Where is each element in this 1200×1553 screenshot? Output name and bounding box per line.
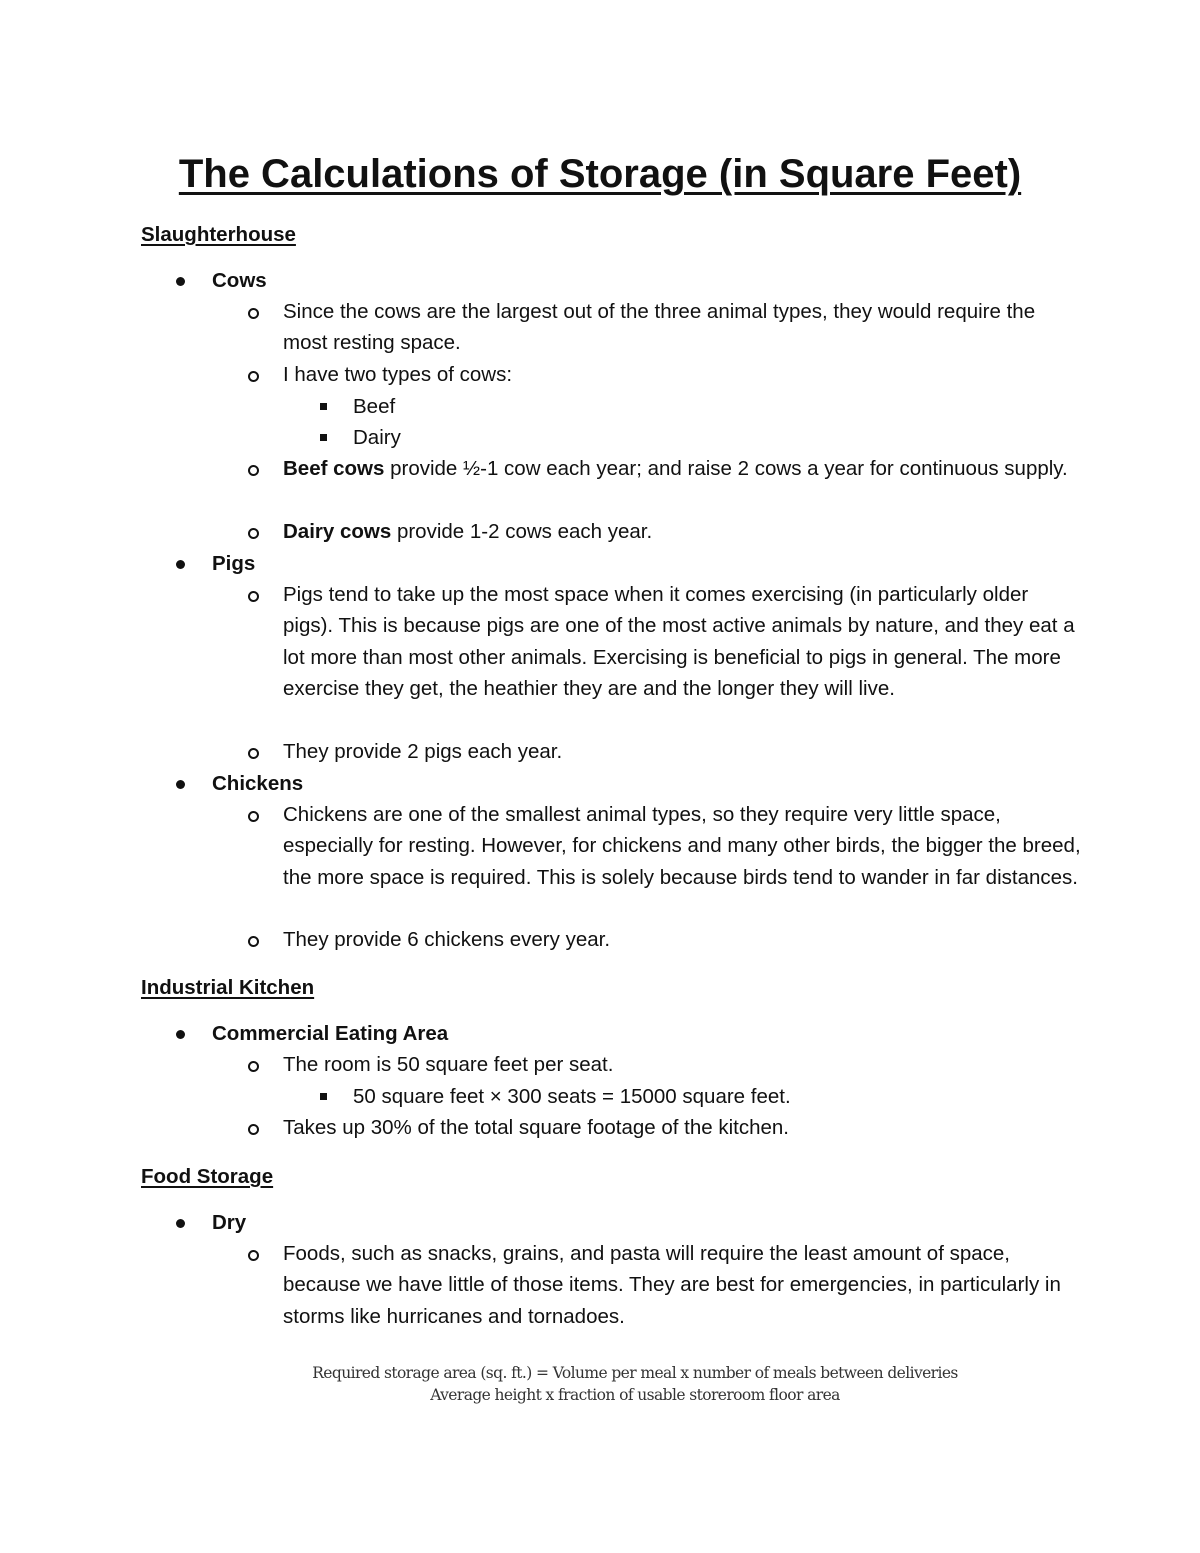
bullet-square-icon (320, 403, 327, 410)
section-heading-food-storage: Food Storage (141, 1165, 274, 1188)
list-item-dry: Dry (212, 1211, 247, 1234)
cows-types-text: I have two types of cows: (283, 363, 513, 386)
list-item-chickens: Chickens (212, 772, 304, 795)
bullet-circle-icon (248, 1061, 259, 1072)
beef-cows-text (283, 453, 1083, 484)
chickens-provide-text: They provide 6 chickens every year. (283, 928, 611, 951)
dairy-cows-text (283, 516, 1083, 547)
bullet-circle-icon (248, 308, 259, 319)
list-item-cows: Cows (212, 269, 267, 292)
pigs-provide-text: They provide 2 pigs each year. (283, 740, 563, 763)
bullet-square-icon (320, 1093, 327, 1100)
bullet-dot-icon (176, 277, 185, 286)
bullet-circle-icon (248, 936, 259, 947)
bullet-circle-icon (248, 465, 259, 476)
bullet-dot-icon (176, 1219, 185, 1228)
dry-foods-text: Foods, such as snacks, grains, and pasta will require the least amount of space, because we have little of those items. They are best for emergencies, in particularly in storms like hurricanes and tornadoes. (283, 1242, 1061, 1328)
seat-calculation-text: 50 square feet × 300 seats = 15000 square feet. (353, 1085, 791, 1108)
bullet-circle-icon (248, 371, 259, 382)
dairy-cows-label: Dairy cows (283, 520, 392, 543)
bullet-square-icon (320, 434, 327, 441)
formula-numerator: Required storage area (sq. ft.) = Volume per meal x number of meals between deliveries (312, 1364, 958, 1382)
bullet-circle-icon (248, 591, 259, 602)
bullet-circle-icon (248, 1250, 259, 1261)
cows-resting-space-text: Since the cows are the largest out of the three animal types, they would require the most resting space. (283, 300, 1036, 355)
kitchen-footage-text: Takes up 30% of the total square footage of the kitchen. (283, 1116, 790, 1139)
cow-type-dairy: Dairy (353, 426, 401, 449)
dairy-cows-description: provide 1-2 cows each year. (391, 520, 653, 543)
bullet-circle-icon (248, 811, 259, 822)
list-item-commercial-eating-area: Commercial Eating Area (212, 1022, 449, 1045)
beef-cows-label: Beef cows (283, 457, 385, 480)
document-title: The Calculations of Storage (in Square Feet) (178, 152, 1022, 196)
bullet-circle-icon (248, 748, 259, 759)
beef-cows-description: provide ½-1 cow each year; and raise 2 cows a year for continuous supply. (384, 457, 1068, 480)
section-heading-slaughterhouse: Slaughterhouse (141, 223, 296, 246)
bullet-circle-icon (248, 1124, 259, 1135)
formula-denominator: Average height x fraction of usable storeroom floor area (430, 1386, 840, 1404)
chickens-space-text: Chickens are one of the smallest animal types, so they require very little space, especially for resting. However, for chickens and many other birds, the bigger the breed, the more space is required. This is solely because birds tend to wander in far distances. (283, 803, 1081, 889)
pigs-exercise-text: Pigs tend to take up the most space when it comes exercising (in particularly older pigs). This is because pigs are one of the most active animals by nature, and they eat a lot more than most other animals. Exercising is beneficial to pigs in general. The more exercise they get, the heathier they are and the longer they will live. (283, 583, 1075, 700)
bullet-dot-icon (176, 560, 185, 569)
cow-type-beef: Beef (353, 395, 396, 418)
bullet-dot-icon (176, 1030, 185, 1039)
section-heading-industrial-kitchen: Industrial Kitchen (141, 976, 315, 999)
list-item-pigs: Pigs (212, 552, 256, 575)
bullet-dot-icon (176, 780, 185, 789)
room-per-seat-text: The room is 50 square feet per seat. (283, 1053, 614, 1076)
bullet-circle-icon (248, 528, 259, 539)
